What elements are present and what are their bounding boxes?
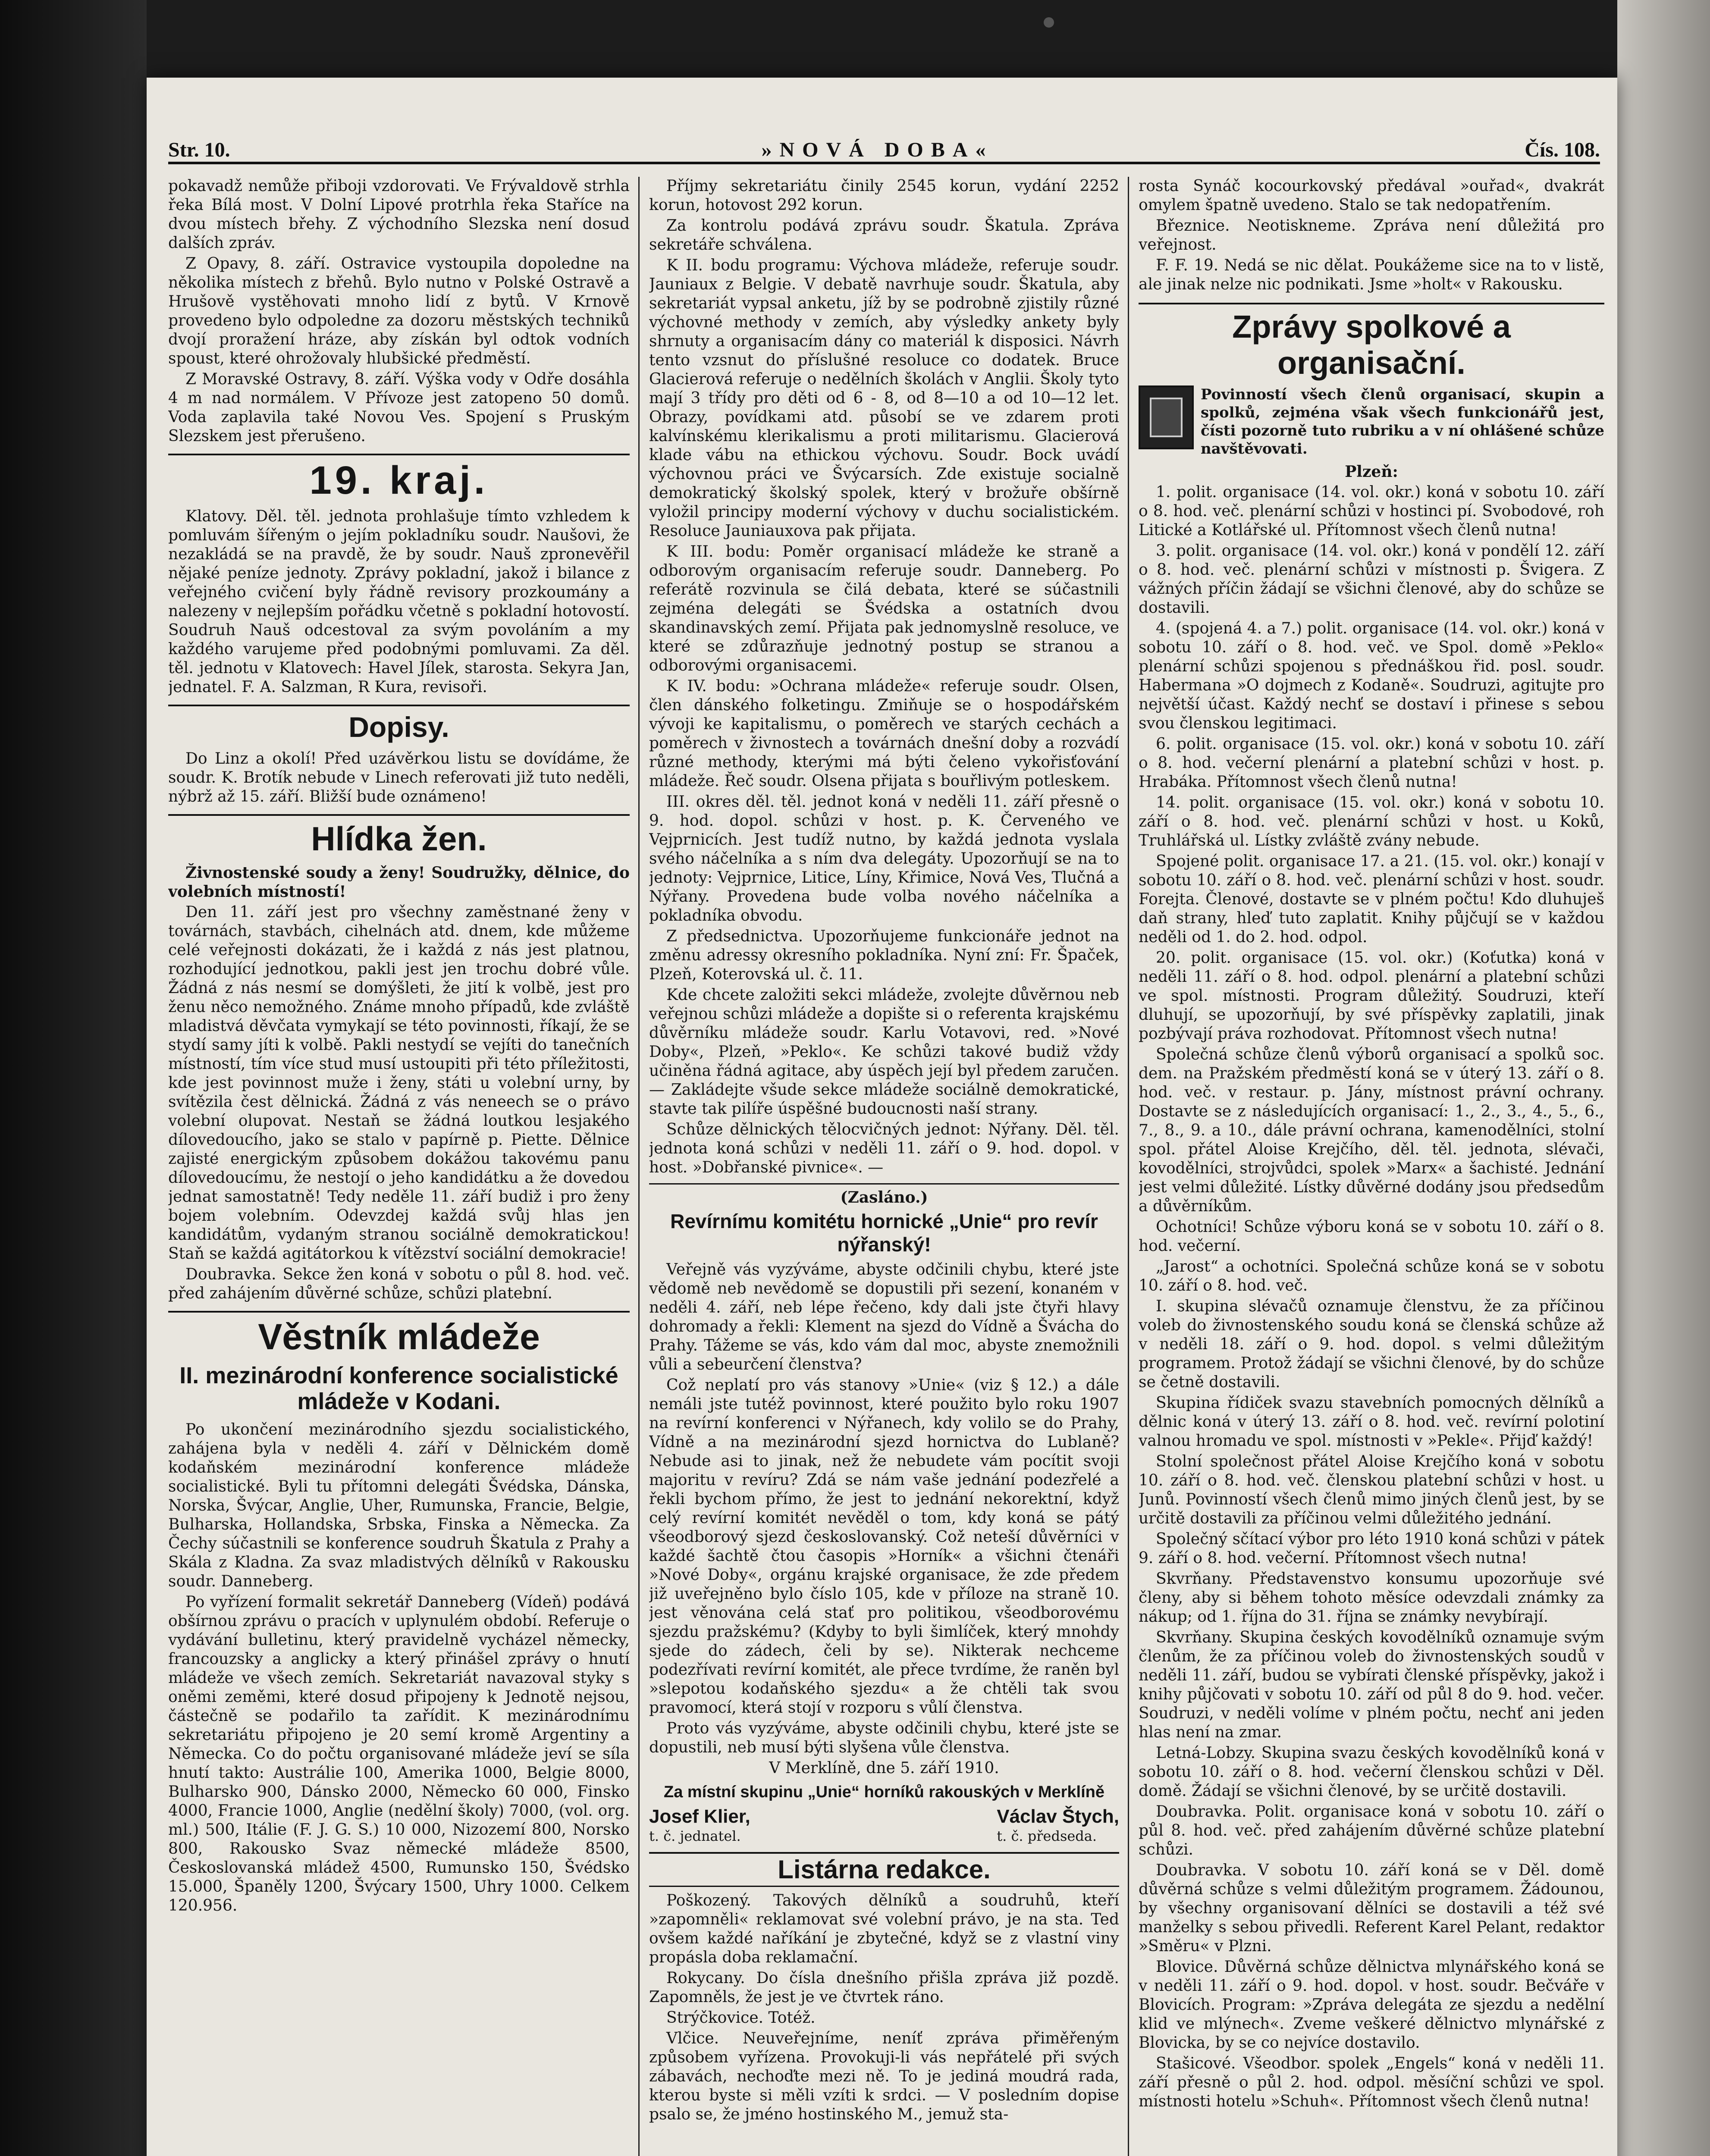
section-label: (Zasláno.) [649,1183,1119,1207]
article-headline: Revírnímu komitétu hornické „Unie“ pro revír nýřanský! [670,1210,1098,1256]
article-text: Březnice. Neotiskneme. Zpráva není důležitá pro veřejnost. [1139,217,1604,254]
emblem-icon [1139,385,1194,449]
notice: 6. polit. organisace (15. vol. okr.) koná v sobotu 10. září o 8. hod. večerní plenární a platební schůzi v host. p. Hrabáka. Přítomnost všech členů nutna! [1139,735,1604,791]
article-text: Schůze dělnických tělocvičných jednot: Nýřany. Děl. těl. jednota koná schůzi v neděli 11. září o 9. hod. dopol. v host. »Dobřanské pivnice«. — [649,1121,1119,1176]
notice: Ochotníci! Schůze výboru koná se v sobotu 10. září o 8. hod. večerní. [1139,1218,1604,1255]
article-text: rosta Synáč kocourkovský předával »ouřad«, dvakrát omylem špatně uvedeno. Stalo se tak nedopatřením. [1139,177,1604,214]
article-text: III. okres děl. těl. jednot koná v neděli 11. září přesně o 9. hod. dopol. schůzi v host. p. K. Červeného ve Vejprnicích. Jest tudíž nutno, by každá jednota vyslala svého náčelníka a s ním dva delegáty. Upozorňují se na to jednoty: Vejprnice, Litice, Líny, Křimice, Nová Ves, Tlučná a Nýřany. Provedena bude volba nového náčelníka a pokladníka obvodu. [649,793,1119,924]
article-text: Proto vás vyzýváme, abyste odčinili chybu, které jste se dopustili, neb musí býti slyšena vůle členstva. [649,1720,1119,1756]
article-text: Z Moravské Ostravy, 8. září. Výška vody v Odře dosáhla 4 m nad normálem. V Přívoze jest zatopeno 50 domů. Voda zaplavila také Novou Ves. Spojení s Pruským Slezskem jest přerušeno. [168,370,630,445]
article-text: Do Linz a okolí! Před uzávěrkou listu se dovídáme, že soudr. K. Brotík nebude v Linech referovati již tuto neděli, nýbrž až 15. září. Bližší bude oznámeno! [168,750,630,805]
notice: 20. polit. organisace (15. vol. okr.) (Koťutka) koná v neděli 11. září o 8. hod. odpol. plenární a platební schůzi ve spol. místnosti. Program důležitý. Soudruzi, kteří dluhují, se upozorňují, by své příspěvky zaplatili, jinak pozbývají práva rozhodovat. Přítomnost všech nutna! [1139,949,1604,1043]
article-text: K II. bodu programu: Výchova mládeže, referuje soudr. Jauniaux z Belgie. V debatě navrhuje soudr. Škatula, aby sekretariát vypsal anketu, jíž by se podrobně zjistily různé výchovné methody v zemích, aby výsledky ankety byly shrnuty a organisacím dány co materiál k disposici. Návrh tento vzsnut do příslušné resoluce co dodatek. Bruce Glacierová referuje o nedělních školách v Anglii. Školy tyto mají 3 třídy pro děti od 6 - 8, od 8—10 a od 10—12 let. Obrazy, povídkami atd. působí se ve zdarem proti kalvínskému klerikalismu a proti militarismu. Glacierová klade vábu na ethickou výchovu. Soudr. Bock uvádí výchovnou práci ve Švýcarsích. Zde existuje socialně demokratický školský spolek, který v brožuře obšírně vyložil principy moderní výchovy v duchu socialistickém. Resoluce Jauniauxova pak přijata. [649,257,1119,540]
section-heading: Zprávy spolkové a organisační. [1139,303,1604,381]
column-2 [649,177,1119,2156]
scan-right-edge [1617,0,1710,2156]
notice: „Jarost“ a ochotníci. Společná schůze koná se v sobotu 10. září o 8. hod. več. [1139,1258,1604,1294]
section-heading: Listárna redakce. [649,1852,1119,1887]
notice: Stolní společnost přátel Aloise Krejčího koná v sobotu 10. září o 8. hod. več. členskou platební schůzi v host. u Junů. Povinností všech členů mimo jiných členů jest, by se určitě dostavili za příčinou velmi důležitého jednání. [1139,1453,1604,1527]
article-text: Po vyřízení formalit sekretář Danneberg (Vídeň) podává obšírnou zprávu o pracích v uplynulém období. Referuje o vydávání bulletinu, který pravidelně vycházel německy, francouzsky a anglicky a který přinášel zprávy o hnutí mládeže ve všech zemích. Sekretariát navazoval styky s oněmi zeměmi, které dosud připojeny k Jednotě nejsou, částečně se podařilo ta zařídit. K mezinárodnímu sekretariátu připojeno je 20 semí kromě Argentiny a Německa. Co do počtu organisované mládeže jeví se síla hnutí takto: Austrálie 100, Amerika 1000, Belgie 8000, Bulharsko 900, Dánsko 2000, Německo 60 000, Finsko 4000, Francie 1000, Anglie (nedělní školy) 7000, (vol. org. ml.) 500, Itálie (F. J. G. S.) 10 000, Nizozemí 800, Norsko 800, Rakousko Svaz německé mládeže 8500, Českoslovanská mládež 4500, Rumunsko 150, Švédsko 15.000, Španěly 1200, Švýcary 1500, Uhry 1000. Celkem 120.956. [168,1593,630,1915]
signature-name: Josef Klier, [649,1806,750,1827]
notice: 3. polit. organisace (14. vol. okr.) koná v pondělí 12. září o 8. hod. več. plenární schůzi v místnosti p. Švigera. Z vážných příčin žádají se všichni členové, aby do schůze se dostavili. [1139,542,1604,617]
section-heading: Věstník mládeže [168,1311,630,1357]
notice: 4. (spojená 4. a 7.) polit. organisace (14. vol. okr.) koná v sobotu 10. září o 8. hod. več. ve Spol. domě »Peklo« plenární schůzi spojenou s přednáškou řid. posl. soudr. Habermana »O dojmech z Kodaně«. Soudruzi, agitujte pro největší účast. Každý nechť se dostaví i přinese s sebou svou členskou legitimaci. [1139,620,1604,732]
article-text: Z předsednictva. Upozorňujeme funkcionáře jednot na změnu adressy okresního pokladníka. Nyní zní: Fr. Špaček, Plzeň, Koterovská ul. č. 11. [649,928,1119,983]
article-text: K IV. bodu: »Ochrana mládeže« referuje soudr. Olsen, člen dánského folketingu. Zmiňuje se o hospodářském vývoji ke kapitalismu, o poměrech ve starých cechách a poměrech v živnostech a továrnách dnešní doby a rozvádí různé methody, kterými má býti čeleno vykořisťování mládeže. Řeč soudr. Olsena přijata s bouřlivým potleskem. [649,677,1119,790]
notice: Skvrňany. Skupina českých kovodělníků oznamuje svým členům, že za příčinou voleb do živnostenských soudů v neděli 11. září, budou se vybírati členské příspěvky, jakož i knihy půjčovati v sobotu 10. září od půl 8 do 9. hod. večer. Soudruzi, v neděli volíme v plném počtu, nechť ani jeden hlas není na zmar. [1139,1629,1604,1741]
article-text: Strýčkovice. Totéž. [666,2009,816,2027]
scan-dot [1044,17,1054,28]
article-text: Veřejně vás vyzýváme, abyste odčinili chybu, které jste vědomě neb nevědomě se dopustili při sezení, konaném v neděli 4. září, neb lépe řečeno, kdy dali jste čtyři hlavy dohromady a řekli: Klement na sjezd do Vídně a Švácha do Prahy. Tážeme se vás, kdo vám dal moc, abyste znemožnili vůli a sebeurčení členstva? [649,1261,1119,1373]
article-text: F. F. 19. Nedá se nic dělat. Poukážeme sice na to v listě, ale jinak nelze nic podnikati. Jsme »holt« v Rakousku. [1139,257,1604,293]
article-text: Doubravka. Sekce žen koná v sobotu o půl 8. hod. več. před zahájením důvěrné schůze, schůzi platební. [168,1266,630,1302]
page-number: Str. 10. [168,138,230,161]
masthead: »NOVÁ DOBA« [761,138,994,161]
article-text: Z Opavy, 8. září. Ostravice vystoupila dopoledne na několika místech z břehů. Bylo nutno v Polské Ostravě a Hrušově vystěhovati mnoho lidí z bytů. V Krnově provedeno bylo odpoledne za dozoru městských techniků dvojí proražení hráze, aby získán byl odtok vodních spoust, které ohrožovaly hlubšické předměstí. [168,255,630,367]
notice: Skvrňany. Představenstvo konsumu upozorňuje své členy, aby si během tohoto měsíce odevzdali známky za nákup; od 1. října do 31. října se známky nevybírají. [1139,1570,1604,1626]
city-heading: Plzeň: [1345,463,1398,481]
notice: Spojené polit. organisace 17. a 21. (15. vol. okr.) konají v sobotu 10. září o 8. hod. več. plenární schůzi v host. soudr. Forejta. Členové, dostavte se v plném počtu! Kdo dluhuješ daň strany, hleď tuto zaplatit. Knihy půjčují se v každou neděli od 1. do 2. hod. odpol. [1139,852,1604,946]
article-text: Den 11. září jest pro všechny zaměstnané ženy v továrnách, stavbách, cihelnách atd. dnem, kde můžeme celé veřejnosti dokázati, že i každá z nás jest platnou, rozhodující jednotkou, pakli jest jen trochu dobré vůle. Žádná z nás nesmí se domýšleti, že jití k volbě, jest pro ženu něco nemožného. Známe mnoho případů, kde zvláště mladistvá děvčata vymykají se této povinnosti, říkají, že se stydí samy jíti k volbě. Pakli nestydí se vejíti do tanečních místností, tím více stud musí ustoupiti při této příležitosti, kde jest povinnost muže i ženy, státi u volební urny, by svítězila čest dělnická. Žádná z vás neneech se o právo volební olupovat. Nestaň se žádná loutkou lesjakého dílovedoucího, jako se stalo v papírně p. Piette. Dělnice zajisté energickým způsobem dokážou takovému panu dílovedoucímu, že nestojí o jeho kandidátku a že dovedou jednat samostatně! Tedy neděle 11. září budiž i pro ženy bojem volebním. Odevzdej každá svůj hlas jen kandidátům, vydaným stranou sociálně demokratickou! Staň se každá agitátorkou k vítězství sociální demokracie! [168,903,630,1263]
column-1 [168,177,630,2156]
notice: Blovice. Důvěrná schůze dělnictva mlynářského koná se v neděli 11. září o 9. hod. dopol. v host. soudr. Bečváře v Blovicích. Program: »Zpráva delegáta ze sjezdu a nedělní klid ve mlýnech«. Zveme veškeré dělnictvo mlynářské z Blovicka, by se co nejvíce dostavilo. [1139,1958,1604,2052]
signature-heading: Za místní skupinu „Unie“ horníků rakouských v Merklíně [663,1783,1105,1801]
notice: Skupina řídiček svazu stavebních pomocných dělníků a dělnic koná v úterý 13. září o 8. hod. več. revírní polotiní valnou hromadu ve spol. místnosti v »Pekle«. Přijď každý! [1139,1394,1604,1450]
scan-left-edge [0,0,147,2156]
article-text: Klatovy. Děl. těl. jednota prohlašuje tímto vzhledem k pomluvám šířeným o jejím pokladníku soudr. Naušovi, že nezakládá se na pravdě, že by soudr. Nauš zpronevěřil nějaké peníze jednoty. Zprávy pokladní, jakož i bilance z veřejného cvičení byly řádně revisory prozkoumány a nalezeny v nejlepším pořádku včetně s pokladní hotovostí. Soudruh Nauš odcestoval za svým povoláním a my každého varujeme před podobnými pomluvami. Za děl. těl. jednotu v Klatovech: Havel Jílek, starosta. Sekyra Jan, jednatel. F. A. Salzman, R Kura, revisoři. [168,508,630,696]
section-intro-text: Povinností všech členů organisací, skupin a spolků, zejména však všech funkcionářů jest, čísti pozorně tuto rubriku a v ní ohlášené schůze navštěvovati. [1201,386,1604,458]
notice: I. skupina slévačů oznamuje členstvu, že za příčinou voleb do živnostenského soudu koná se členská schůze až v neděli 18. září o 9. hod. dopol. s velmi důležitým programem. Protož žádají se všichni členové, by do schůze se četně dostavili. [1139,1297,1604,1391]
article-text: Vlčice. Neuveřejníme, neníť zpráva přiměřeným způsobem vyřízena. Provokuji-li vás nepřátelé při svých zábavách, nechoďte mezi ně. To je jediná moudrá rada, kterou byste si měli vzíti k srdci. — V posledním dopise psalo se, že jméno hostinského M., jemuž sta- [649,2030,1119,2123]
newspaper-page [147,78,1617,2156]
notice: Stašicové. Všeodbor. spolek „Engels“ koná v neděli 11. září přesně o půl 2. hod. odpol. měsíční schůzi ve spol. místnosti hotelu »Schuh«. Přítomnost všech členů nutna! [1139,2055,1604,2110]
notice: Letná-Lobzy. Skupina svazu českých kovodělníků koná v sobotu 10. září o 8. hod. večerní členskou schůzi v Děl. domě. Žádají se všichni členové, by se určitě dostavili. [1139,1744,1604,1800]
page-header [168,123,1600,164]
notice: 14. polit. organisace (15. vol. okr.) koná v sobotu 10. září o 8. hod. več. plenární schůzi v host. u Koků, Truhlářská ul. Lístky zvláště zvány nebude. [1139,794,1604,849]
article-text: Rokycany. Do čísla dnešního přišla zpráva již pozdě. Zapomněls, že jest je ve čtvrtek ráno. [649,1969,1119,2006]
notice: 1. polit. organisace (14. vol. okr.) koná v sobotu 10. září o 8. hod. več. plenární schůzi v hostinci pí. Svobodové, roh Litické a Kotlářské ul. Přítomnost všech členů nutna! [1139,483,1604,539]
article-headline: II. mezinárodní konference socialistické mládeže v Kodani. [179,1363,618,1414]
section-intro [1139,385,1604,458]
issue-number: Čís. 108. [1525,138,1600,161]
article-text: Po ukončení mezinárodního sjezdu socialistického, zahájena byla v neděli 4. září v Dělnickém domě kodaňském mezinárodní konference mládeže socialistické. Byli tu přítomni delegáti Švédska, Dánska, Norska, Švýcar, Anglie, Uher, Rumunska, Francie, Belgie, Bulharska, Hollandska, Srbska, Finska a Německa. Za Čechy súčastnili se konference soudruh Škatula z Prahy a Skála z Kladna. Za svaz mladistvých dělníků v Rakousku soudr. Danneberg. [168,1421,630,1590]
article-text: Příjmy sekretariátu činily 2545 korun, vydání 2252 korun, hotovost 292 korun. [649,177,1119,214]
article-text: Což neplatí pro vás stanovy »Unie« (viz § 12.) a dále nemáli jste tutéž povinnost, které použito bylo roku 1907 na revírní konferenci v Nýřanech, kdy volilo se do Prahy, Vídně a na mezinárodní sjezd hornictva do Lublaně? Nebude asi to jinak, než že nebudete vám pocítit svoji majoritu v revíru? Zdá se nám vaše jednání podezřelé a řekli bychom přímo, že jest to jednání nekorektní, když celý revírní komitét nevěděl o tom, kdy koná se pátý všeodborový sjezd českoslovanský. Což neteší důvěrníci v každé šachtě čtou časopis »Horník« a všichni čtenáři »Nové Doby«, orgánu krajské organisace, že zde předem již uveřejněno bylo číslo 105, kde v příloze na straně 10. jest věnována celá stať pro politikou, všeodborovému sjezdu pražskému? (Kdyby to byli šimlíček, který mnohdy sjede do zádech, čeli by se). Nikterak nechceme podezřívati revírní komitét, ale přece tvrdíme, že raněn byl »slepotou kodaňského sjezdu« a že chtěli tak svou pravomocí, která stojí v rozporu s vůlí členstva. [649,1376,1119,1717]
column-3 [1139,177,1604,2156]
signature-role: t. č. předseda. [997,1828,1097,1844]
signature-2 [997,1805,1119,1844]
signature-role: t. č. jednatel. [649,1828,741,1844]
article-text: Za kontrolu podává zprávu soudr. Škatula. Zpráva sekretáře schválena. [649,217,1119,254]
signature-name: Václav Štych, [997,1806,1119,1827]
column-rule [1128,177,1129,2156]
signatures [649,1805,1119,1844]
article-lead: Živnostenské soudy a ženy! Soudružky, dělnice, do volebních místností! [168,864,630,901]
article-text: K III. bodu: Poměr organisací mládeže ke straně a odborovým organisacím referuje soudr. Danneberg. Po referátě rozvinula se čilá debata, které se súčastnili zejména delegáti se Švédska a ostatních dvou skandinavských zemí. Přijata pak jednomyslně resoluce, ve které se zdůrazňuje jednotný postup se stranou a odborovými organisacemi. [649,543,1119,674]
notice: Společná schůze členů výborů organisací a spolků soc. dem. na Pražském předměstí koná se v úterý 13. září o 8. hod. več. v restaur. p. Jány, místnost právní ochrany. Dostavte se z následujících organisací: 1., 2., 3., 4., 5., 6., 7., 8., 9. a 10., dále právní ochrana, kamenodělníci, stolní spol. přátel Aloise Krejčího, děl. těl. jednota, slévači, kovodělníci, strojvůdci, spolek »Marx« a šachisté. Jednání jest velmi důležité. Lístky důvěrné dodány jsou předsedům a důvěrníkům. [1139,1046,1604,1215]
section-heading: Hlídka žen. [168,814,630,858]
notice: Doubravka. Polit. organisace koná v sobotu 10. září o půl 8. hod. več. před zahájením důvěrné schůze platební schůzi. [1139,1803,1604,1858]
section-heading: Dopisy. [168,705,630,744]
notice: Doubravka. V sobotu 10. září koná se v Děl. domě důvěrná schůze s velmi důležitým programem. Žádounou, by všechny organisovaní dělníci se dostavili a též své manželky s sebou přivedli. Referent Karel Pelant, redaktor »Směru« v Plzni. [1139,1861,1604,1955]
article-text: Kde chcete založiti sekci mládeže, zvolejte důvěrnou neb veřejnou schůzi mládeže a dopište si o referenta krajskému důvěrníku mládeže soudr. Karlu Votavovi, red. »Nové Doby«, Plzeň, »Peklo«. Ke schůzi takové budiž vždy učiněna řádná agitace, aby úspěch její byl předem zaručen. — Zakládejte všude sekce mládeže sociálně demokratické, stavte tak pilíře úspěšné budoucnosti naší strany. [649,986,1119,1118]
column-rule [638,177,640,2156]
article-text: pokavadž nemůže přiboji vzdorovati. Ve Frývaldově strhla řeka Bílá most. V Dolní Lipové protrhla řeka Staříce na dvou místech břehy. Z východního Slezska není dosud dalších zpráv. [168,177,630,252]
section-heading: 19. kraj. [168,454,630,502]
article-text: Poškozený. Takových dělníků a soudruhů, kteří »zapomněli« reklamovat své volební právo, je na sta. Ted ovšem každé naříkání je zbytečné, když se z vlastní viny propásla doba reklamační. [649,1892,1119,1966]
notice: Společný sčítací výbor pro léto 1910 koná schůzi v pátek 9. září o 8. hod. večerní. Přítomnost všech nutna! [1139,1530,1604,1567]
dateline: V Merklíně, dne 5. září 1910. [769,1759,999,1777]
signature-1 [649,1805,750,1844]
